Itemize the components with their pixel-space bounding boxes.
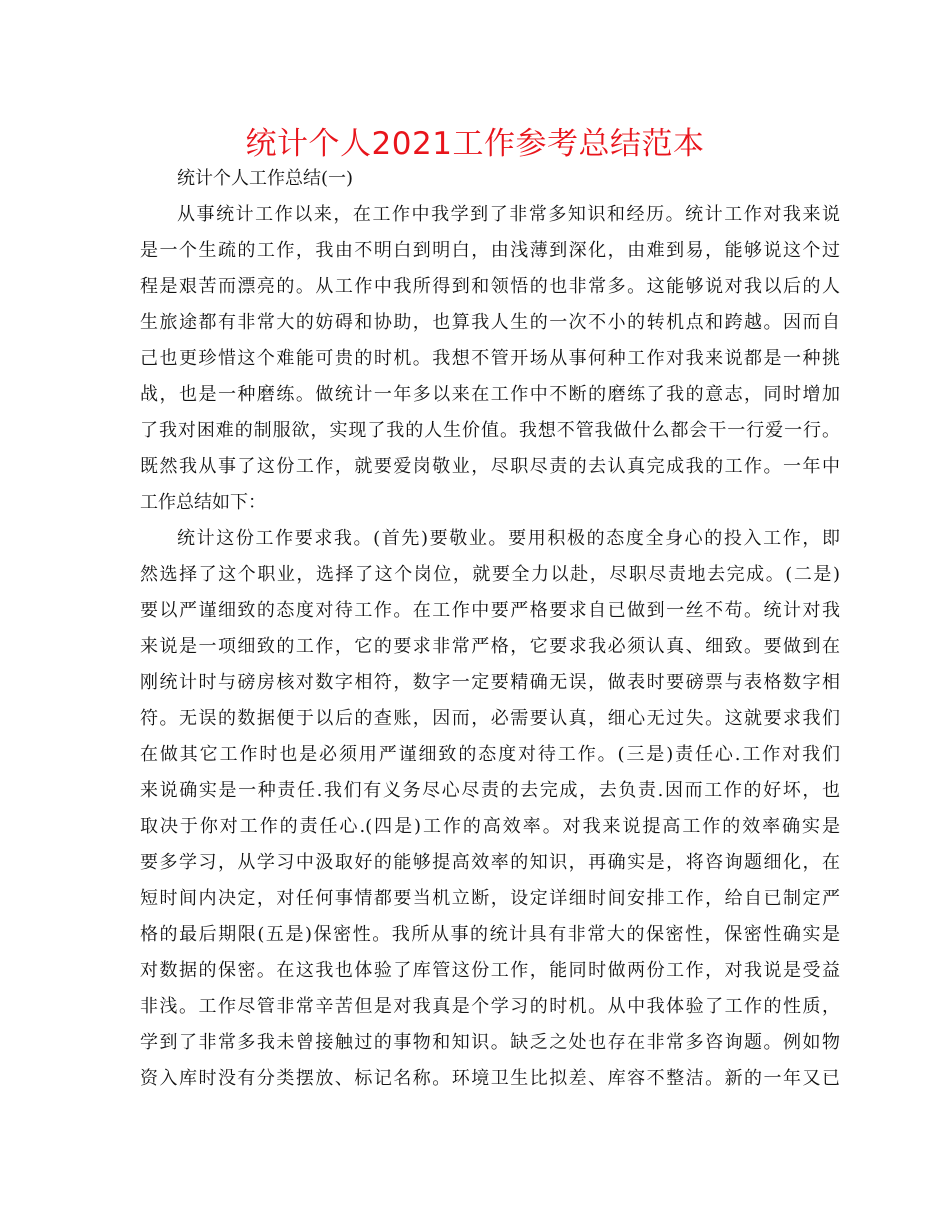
text-line: 资入库时没有分类摆放、标记名称。环境卫生比拟差、库容不整洁。新的一年又已 xyxy=(140,1068,840,1089)
text-line: 己也更珍惜这个难能可贵的时机。我想不管开场从事何种工作对我来说都是一种挑 xyxy=(140,348,840,369)
text-line: 统计个人工作总结(一) xyxy=(177,168,354,189)
text-line: 对数据的保密。在这我也体验了库管这份工作，能同时做两份工作，对我说是受益 xyxy=(140,960,840,981)
text-line: 格的最后期限(五是)保密性。我所从事的统计具有非常大的保密性，保密性确实是 xyxy=(140,924,840,945)
text-line: 统计这份工作要求我。(首先)要敬业。要用积极的态度全身心的投入工作，即 xyxy=(177,528,840,549)
text-line: 学到了非常多我未曾接触过的事物和知识。缺乏之处也存在非常多咨询题。例如物 xyxy=(140,1032,840,1053)
text-line: 工作总结如下： xyxy=(140,492,266,513)
text-line: 要多学习，从学习中汲取好的能够提高效率的知识，再确实是，将咨询题细化，在 xyxy=(140,852,840,873)
text-line: 然选择了这个职业，选择了这个岗位，就要全力以赴，尽职尽责地去完成。(二是) xyxy=(140,564,840,585)
text-line: 既然我从事了这份工作，就要爱岗敬业，尽职尽责的去认真完成我的工作。一年中 xyxy=(140,456,840,477)
text-line: 是一个生疏的工作，我由不明白到明白，由浅薄到深化，由难到易，能够说这个过 xyxy=(140,240,840,261)
text-line: 战，也是一种磨练。做统计一年多以来在工作中不断的磨练了我的意志，同时增加 xyxy=(140,384,840,405)
text-line: 短时间内决定，对任何事情都要当机立断，设定详细时间安排工作，给自已制定严 xyxy=(140,888,840,909)
text-line: 取决于你对工作的责任心.(四是)工作的高效率。对我来说提高工作的效率确实是 xyxy=(140,816,840,837)
text-line: 来说是一项细致的工作，它的要求非常严格，它要求我必须认真、细致。要做到在 xyxy=(140,636,840,657)
text-line: 了我对困难的制服欲，实现了我的人生价值。我想不管我做什么都会干一行爱一行。 xyxy=(140,420,840,441)
text-line: 程是艰苦而漂亮的。从工作中我所得到和领悟的也非常多。这能够说对我以后的人 xyxy=(140,276,840,297)
text-line: 在做其它工作时也是必须用严谨细致的态度对待工作。(三是)责任心.工作对我们 xyxy=(140,744,840,765)
text-line: 生旅途都有非常大的妨碍和协助，也算我人生的一次不小的转机点和跨越。因而自 xyxy=(140,312,840,333)
text-line: 刚统计时与磅房核对数字相符，数字一定要精确无误，做表时要磅票与表格数字相 xyxy=(140,672,840,693)
text-line: 符。无误的数据便于以后的查账，因而，必需要认真，细心无过失。这就要求我们 xyxy=(140,708,840,729)
document-title: 统计个人2021工作参考总结范本 xyxy=(245,126,705,162)
text-line: 从事统计工作以来，在工作中我学到了非常多知识和经历。统计工作对我来说 xyxy=(177,204,840,225)
text-line: 要以严谨细致的态度对待工作。在工作中要严格要求自已做到一丝不苟。统计对我 xyxy=(140,600,840,621)
text-line: 来说确实是一种责任.我们有义务尽心尽责的去完成，去负责.因而工作的好坏，也 xyxy=(140,780,840,801)
text-line: 非浅。工作尽管非常辛苦但是对我真是个学习的时机。从中我体验了工作的性质， xyxy=(140,996,840,1017)
document-body xyxy=(140,161,840,1097)
